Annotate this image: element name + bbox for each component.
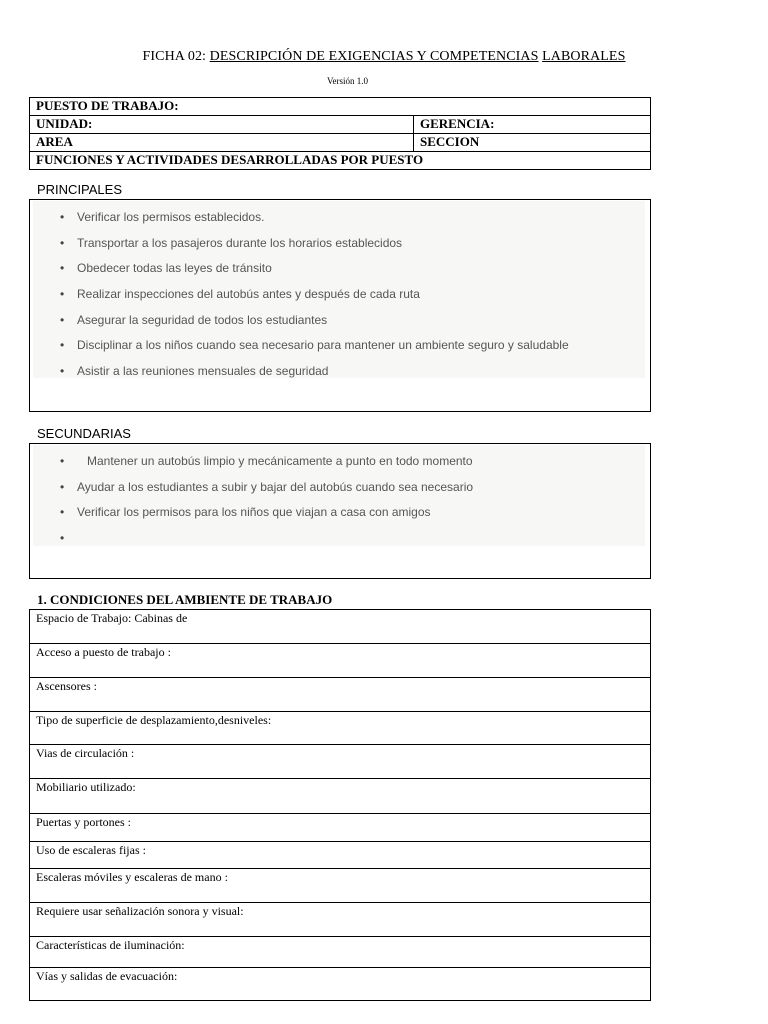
principales-item-text: Disciplinar a los niños cuando sea necesario para mantener un ambiente seguro y saludable: [77, 338, 569, 353]
puesto-cell: PUESTO DE TRABAJO:: [30, 98, 651, 116]
bullet-icon: •: [60, 479, 65, 494]
bullet-icon: •: [60, 338, 65, 353]
seccion-cell: SECCION: [414, 134, 651, 152]
condition-row: [30, 937, 651, 968]
condition-cell: Tipo de superficie de desplazamiento,desniveles:: [30, 712, 651, 745]
principales-item: [60, 209, 569, 235]
condition-cell: Acceso a puesto de trabajo :: [30, 644, 651, 678]
area-cell: AREA: [30, 134, 414, 152]
secundarias-item: [60, 530, 473, 556]
secundarias-item-text: Mantener un autobús limpio y mecánicamente a punto en todo momento: [87, 454, 473, 468]
bullet-icon: •: [60, 287, 65, 302]
title-part1: DESCRIPCIÓN DE EXIGENCIAS Y COMPETENCIAS: [209, 49, 539, 64]
condition-cell: Mobiliario utilizado:: [30, 779, 651, 814]
version-label: Versión 1.0: [327, 76, 368, 86]
title-part2: LABORALES: [542, 49, 626, 64]
secundarias-item-text: Ayudar a los estudiantes a subir y bajar del autobús cuando sea necesario: [77, 479, 474, 494]
secundarias-list: [60, 453, 473, 556]
principales-item-text: Transportar a los pasajeros durante los horarios establecidos: [77, 235, 403, 250]
condition-row: [30, 968, 651, 1001]
principales-item: [60, 363, 569, 389]
bullet-icon: •: [60, 210, 65, 224]
principales-item-text: Obedecer todas las leyes de tránsito: [77, 261, 272, 276]
condition-cell: Puertas y portones :: [30, 814, 651, 842]
job-header-table: [29, 97, 651, 170]
condition-cell: Vías y salidas de evacuación:: [30, 968, 651, 1001]
document-title: [0, 49, 768, 65]
principales-item-text: Verificar los permisos establecidos.: [77, 210, 265, 224]
condition-row: [30, 745, 651, 779]
bullet-icon: •: [60, 312, 65, 327]
bullet-icon: •: [60, 261, 65, 276]
bullet-icon: •: [60, 454, 65, 468]
principales-item: [60, 235, 569, 261]
principales-item: [60, 260, 569, 286]
unidad-cell: UNIDAD:: [30, 116, 414, 134]
secundarias-label: SECUNDARIAS: [37, 426, 131, 441]
principales-item: [60, 337, 569, 363]
condition-row: [30, 610, 651, 644]
condition-cell: Espacio de Trabajo: Cabinas de: [30, 610, 651, 644]
gerencia-cell: GERENCIA:: [414, 116, 651, 134]
funciones-cell: FUNCIONES Y ACTIVIDADES DESARROLLADAS POR PUESTO: [30, 152, 651, 170]
secundarias-item-text: Verificar los permisos para los niños que viajan a casa con amigos: [77, 505, 431, 520]
bullet-icon: •: [60, 531, 65, 546]
condition-row: [30, 779, 651, 814]
condition-row: [30, 869, 651, 903]
secundarias-item: [60, 453, 473, 479]
bullet-icon: •: [60, 364, 65, 379]
principales-item-text: Realizar inspecciones del autobús antes y después de cada ruta: [77, 287, 420, 302]
bullet-icon: •: [60, 505, 65, 520]
condition-row: [30, 644, 651, 678]
condition-cell: Requiere usar señalización sonora y visual:: [30, 903, 651, 937]
condition-row: [30, 678, 651, 712]
principales-item-text: Asistir a las reuniones mensuales de seguridad: [77, 364, 329, 379]
condition-cell: Escaleras móviles y escaleras de mano :: [30, 869, 651, 903]
principales-item: [60, 286, 569, 312]
condition-cell: Características de iluminación:: [30, 937, 651, 968]
principales-item: [60, 312, 569, 338]
condition-row: [30, 842, 651, 869]
condiciones-title: 1. CONDICIONES DEL AMBIENTE DE TRABAJO: [37, 592, 333, 607]
condiciones-table: [29, 609, 651, 1001]
title-prefix: FICHA 02:: [142, 49, 210, 64]
condition-row: [30, 814, 651, 842]
principales-label: PRINCIPALES: [37, 182, 123, 197]
secundarias-item: [60, 504, 473, 530]
principales-item-text: Asegurar la seguridad de todos los estudiantes: [77, 312, 328, 327]
secundarias-item: [60, 479, 473, 505]
condition-cell: Uso de escaleras fijas :: [30, 842, 651, 869]
principales-list: [60, 209, 569, 389]
condition-cell: Vias de circulación :: [30, 745, 651, 779]
bullet-icon: •: [60, 235, 65, 250]
condition-row: [30, 712, 651, 745]
condition-row: [30, 903, 651, 937]
condition-cell: Ascensores :: [30, 678, 651, 712]
